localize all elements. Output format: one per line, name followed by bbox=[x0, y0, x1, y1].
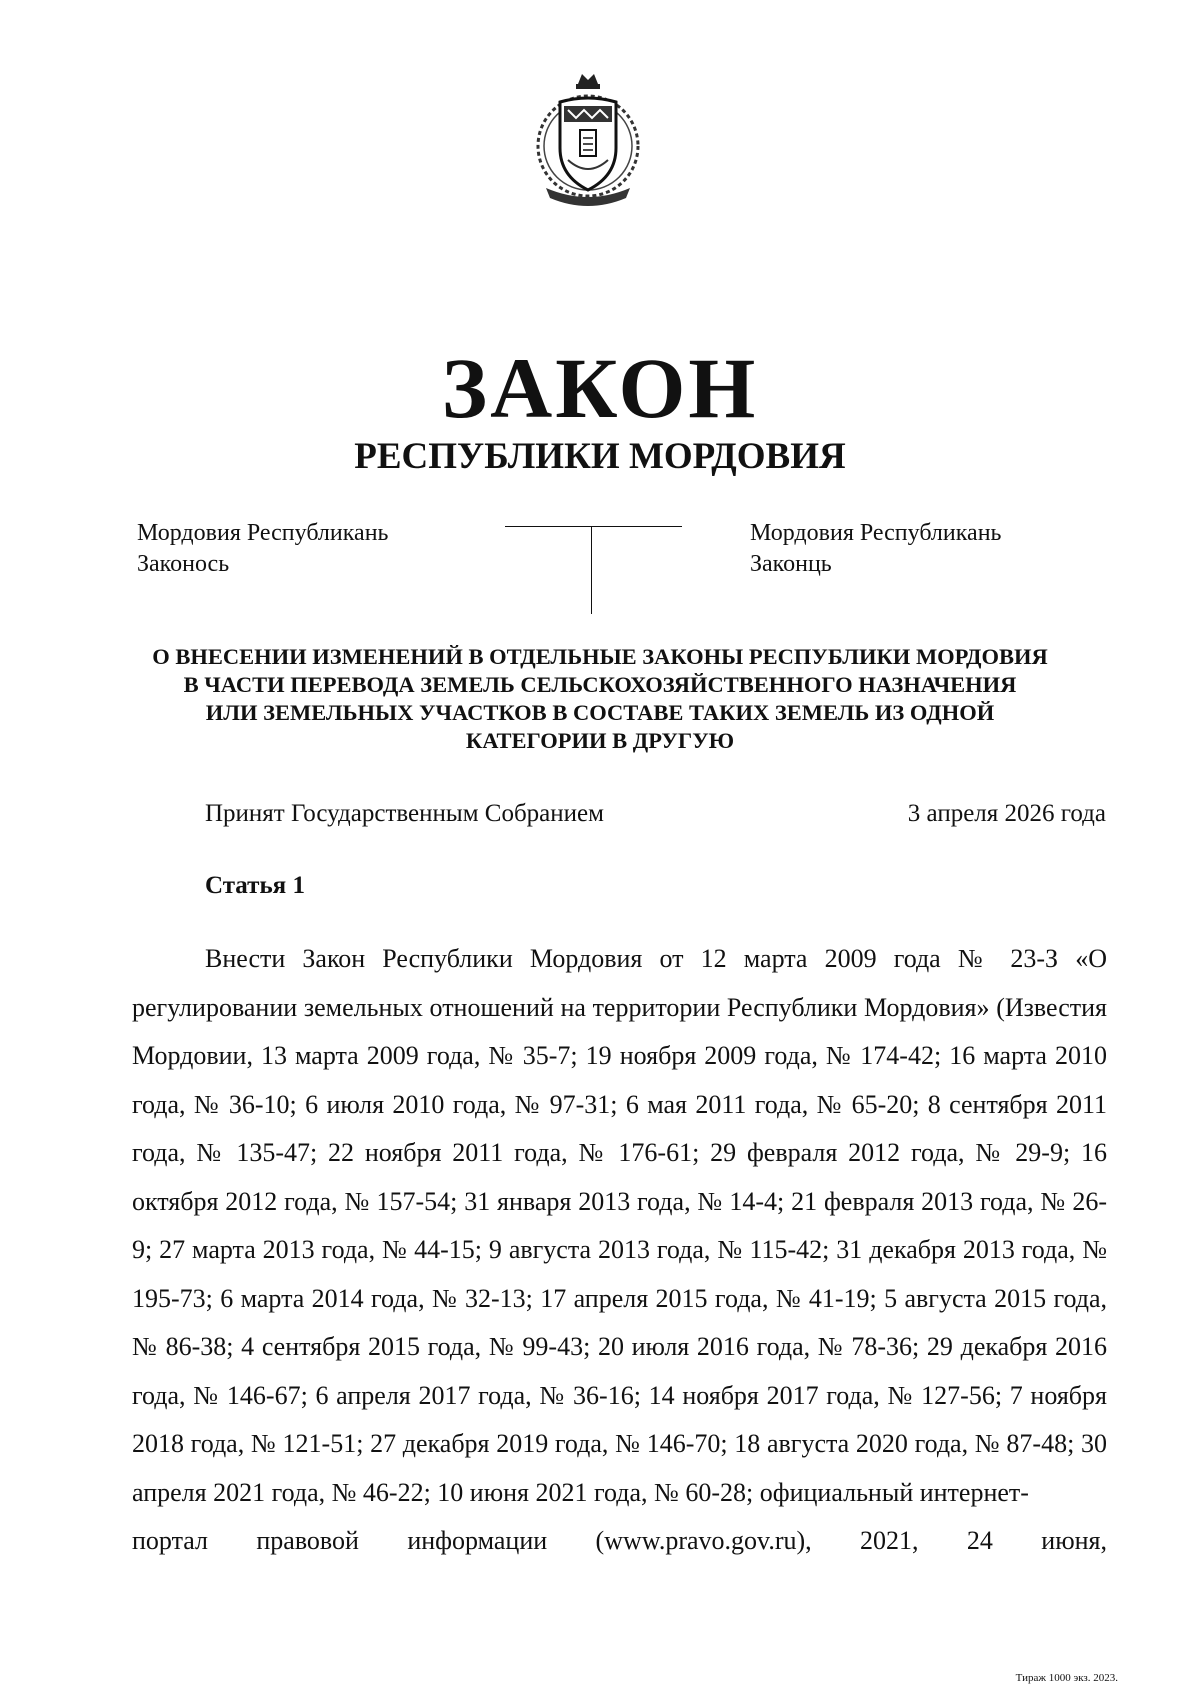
law-title bbox=[130, 643, 1070, 755]
title-mordovian-left bbox=[137, 518, 388, 580]
print-run-note: Тираж 1000 экз. 2023. bbox=[1015, 1672, 1118, 1684]
article-body bbox=[132, 935, 1107, 1566]
adopted-date: 3 апреля 2026 года bbox=[907, 800, 1106, 827]
title-mordovian-left-line1: Мордовия Республикань bbox=[137, 520, 389, 546]
document-subtitle: РЕСПУБЛИКИ МОРДОВИЯ bbox=[354, 436, 846, 477]
article-body-last-line: портал правовой информации (www.pravo.gov.ru), 2021, 24 июня, bbox=[132, 1526, 1107, 1555]
title-divider-vertical bbox=[591, 526, 592, 614]
title-mordovian-right-line2: Законць bbox=[750, 551, 832, 577]
adopted-by: Принят Государственным Собранием bbox=[205, 800, 604, 827]
article-heading: Статья 1 bbox=[205, 872, 305, 899]
title-mordovian-left-line2: Законось bbox=[137, 551, 230, 577]
document-title: ЗАКОН bbox=[441, 340, 759, 436]
law-title-line4: КАТЕГОРИИ В ДРУГУЮ bbox=[465, 728, 735, 753]
title-divider-horizontal bbox=[505, 526, 682, 527]
law-title-line2: В ЧАСТИ ПЕРЕВОДА ЗЕМЕЛЬ СЕЛЬСКОХОЗЯЙСТВЕННОГО НАЗНАЧЕНИЯ bbox=[183, 672, 1017, 697]
law-title-line3: ИЛИ ЗЕМЕЛЬНЫХ УЧАСТКОВ В СОСТАВЕ ТАКИХ ЗЕМЕЛЬ ИЗ ОДНОЙ bbox=[205, 700, 995, 725]
title-mordovian-right-line1: Мордовия Республикань bbox=[750, 520, 1002, 546]
title-mordovian-right bbox=[750, 518, 1001, 580]
coat-of-arms-icon bbox=[528, 68, 648, 208]
article-body-text: Внести Закон Республики Мордовия от 12 марта 2009 года № 23-З «О регулировании земельных отношений на территории Республики Мордовия» (Известия Мордовии, 13 марта 2009 года, № 35-7; 19 ноября 2009 года, № 174-42; 16 марта 2010 года, № 36-10; 6 июля 2010 года, № 97-31; 6 мая 2011 года, № 65-20; 8 сентября 2011 года, № 135-47; 22 ноября 2011 года, № 176-61; 29 февраля 2012 года, № 29-9; 16 октября 2012 года, № 157-54; 31 января 2013 года, № 14-4; 21 февраля 2013 года, № 26-9; 27 марта 2013 года, № 44-15; 9 августа 2013 года, № 115-42; 31 декабря 2013 года, № 195-73; 6 марта 2014 года, № 32-13; 17 апреля 2015 года, № 41-19; 5 августа 2015 года, № 86-38; 4 сентября 2015 года, № 99-43; 20 июля 2016 года, № 78-36; 29 декабря 2016 года, № 146-67; 6 апреля 2017 года, № 36-16; 14 ноября 2017 года, № 127-56; 7 ноября 2018 года, № 121-51; 27 декабря 2019 года, № 146-70; 18 августа 2020 года, № 87-48; 30 апреля 2021 года, № 46-22; 10 июня 2021 года, № 60-28; официальный интернет- bbox=[132, 944, 1107, 1507]
law-title-line1: О ВНЕСЕНИИ ИЗМЕНЕНИЙ В ОТДЕЛЬНЫЕ ЗАКОНЫ РЕСПУБЛИКИ МОРДОВИЯ bbox=[152, 644, 1048, 669]
